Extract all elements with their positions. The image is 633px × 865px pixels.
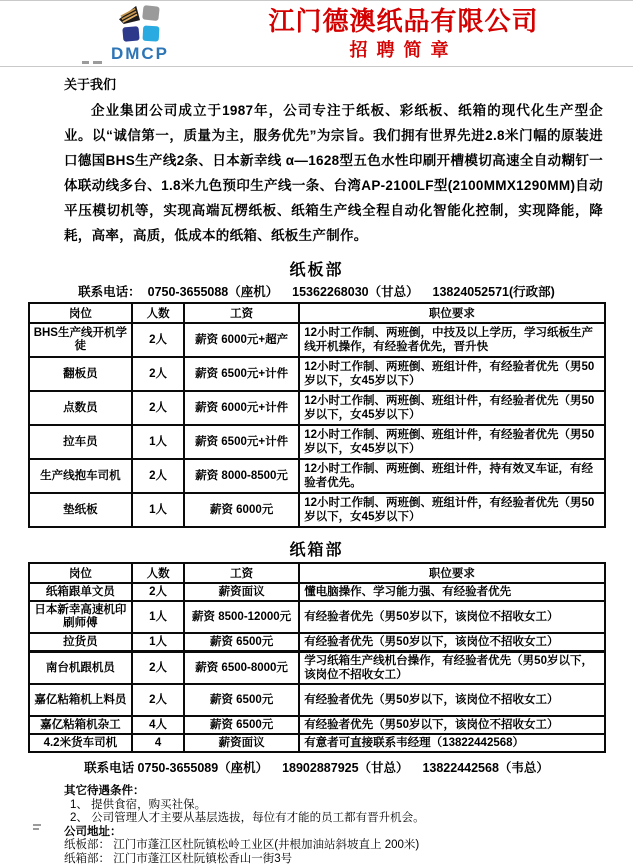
page-title: 江门德澳纸品有限公司: [188, 7, 619, 35]
table-row: [29, 391, 605, 425]
requirements-cell: 12小时工作制、两班倒、班组计件，有经验者优先（男50岁以下，女45岁以下）: [299, 391, 604, 425]
flyer-header: [0, 0, 633, 64]
headcount-cell: 1人: [132, 633, 184, 652]
position-cell: 点数员: [29, 391, 133, 425]
benefits-heading: 其它待遇条件：: [64, 785, 603, 798]
requirements-cell: 有经验者优先（男50岁以下，该岗位不招收女工）: [299, 633, 604, 652]
salary-cell: 薪资面议: [184, 734, 299, 752]
address-line-carton: 纸箱部： 江门市蓬江区杜阮镇松香山一街3号: [64, 853, 603, 865]
headcount-cell: 4人: [132, 716, 184, 734]
table-header-row: [29, 563, 605, 583]
column-header: 工资: [184, 303, 299, 323]
headcount-cell: 2人: [132, 684, 184, 716]
board-dept-table: [28, 302, 606, 528]
position-cell: 翻板员: [29, 357, 133, 391]
salary-cell: 薪资 6500-8000元: [184, 652, 299, 685]
table-row: [29, 323, 605, 357]
requirements-cell: 有意者可直接联系韦经理（13822442568）: [299, 734, 604, 752]
salary-cell: 薪资 6000元: [184, 493, 299, 527]
salary-cell: 薪资 6500元: [184, 633, 299, 652]
carton-dept-contact: 联系电话 0750-3655089（座机） 18902887925（甘总） 13822442568（韦总）: [0, 758, 633, 776]
salary-cell: 薪资 6000元+计件: [184, 391, 299, 425]
table-row: [29, 734, 605, 752]
benefit-item: 2、 公司管理人才主要从基层选拔，每位有才能的员工都有晋升机会。: [64, 812, 603, 825]
board-dept-section: [0, 257, 633, 528]
table-row: [29, 652, 605, 685]
table-header-row: [29, 303, 605, 323]
headcount-cell: 1人: [132, 425, 184, 459]
logo-wordmark: DMCP: [92, 45, 188, 62]
page-subtitle: 招聘简章: [188, 40, 619, 60]
about-heading: 关于我们: [64, 74, 603, 93]
salary-cell: 薪资 6000元+超产: [184, 323, 299, 357]
position-cell: BHS生产线开机学徒: [29, 323, 133, 357]
requirements-cell: 有经验者优先（男50岁以下，该岗位不招收女工）: [299, 716, 604, 734]
position-cell: 垫纸板: [29, 493, 133, 527]
column-header: 工资: [184, 563, 299, 583]
position-cell: 纸箱跟单文员: [29, 583, 133, 601]
position-cell: 拉车员: [29, 425, 133, 459]
table-row: [29, 357, 605, 391]
headcount-cell: 2人: [132, 583, 184, 601]
position-cell: 拉货员: [29, 633, 133, 652]
board-dept-contact: 联系电话： 0750-3655088（座机） 15362268030（甘总） 13824052571(行政部): [0, 282, 633, 300]
requirements-cell: 学习纸箱生产线机台操作，有经验者优先（男50岁以下，该岗位不招收女工）: [299, 652, 604, 685]
table-row: [29, 633, 605, 652]
scan-artifact: [33, 824, 41, 826]
salary-cell: 薪资面议: [184, 583, 299, 601]
header-divider: [0, 66, 633, 67]
carton-dept-table: [28, 562, 606, 753]
address-heading: 公司地址：: [64, 826, 603, 839]
column-header: 人数: [132, 563, 184, 583]
position-cell: 嘉亿粘箱机杂工: [29, 716, 133, 734]
table-row: [29, 493, 605, 527]
headcount-cell: 2人: [132, 459, 184, 493]
salary-cell: 薪资 6500元: [184, 684, 299, 716]
table-row: [29, 425, 605, 459]
about-paragraph: 企业集团公司成立于1987年，公司专注于纸板、彩纸板、纸箱的现代化生产型企业。以“诚信第一，质量为主，服务优先”为宗旨。我们拥有世界先进2.8米门幅的原装进口德国BHS生产线2条、日本新幸线 α—1628型五色水性印刷开槽模切高速全自动糊钉一体联动线多台、1.8米九色预印生产线一条、台湾AP-2100LF型(2100MMX1290MM)自动平压模切机等，实现高端瓦楞纸板、纸箱生产线全程自动化智能化控制，实现降能，降耗，高率，高质，低成本的纸箱、纸板生产制作。: [64, 98, 603, 248]
requirements-cell: 12小时工作制、两班倒，中技及以上学历，学习纸板生产线开机操作，有经验者优先，晋升快: [299, 323, 604, 357]
requirements-cell: 12小时工作制、两班倒、班组计件，持有效叉车证，有经验者优先。: [299, 459, 604, 493]
requirements-cell: 懂电脑操作、学习能力强、有经验者优先: [299, 583, 604, 601]
table-row: [29, 601, 605, 633]
position-cell: 日本新幸高速机印刷师傅: [29, 601, 133, 633]
header-titles: [188, 2, 619, 60]
column-header: 人数: [132, 303, 184, 323]
top-divider: [0, 0, 633, 1]
headcount-cell: 4: [132, 734, 184, 752]
salary-cell: 薪资 8500-12000元: [184, 601, 299, 633]
column-header: 岗位: [29, 563, 133, 583]
column-header: 职位要求: [299, 303, 604, 323]
column-header: 职位要求: [299, 563, 604, 583]
salary-cell: 薪资 6500元+计件: [184, 425, 299, 459]
logo-icon: [116, 3, 164, 45]
position-cell: 4.2米货车司机: [29, 734, 133, 752]
salary-cell: 薪资 8000-8500元: [184, 459, 299, 493]
table-row: [29, 716, 605, 734]
scan-artifact: [93, 61, 102, 64]
benefit-item: 1、 提供食宿，购买社保。: [64, 799, 603, 812]
table-row: [29, 459, 605, 493]
headcount-cell: 2人: [132, 652, 184, 685]
headcount-cell: 1人: [132, 493, 184, 527]
salary-cell: 薪资 6500元: [184, 716, 299, 734]
footer-section: [64, 785, 603, 865]
about-section: [64, 74, 603, 248]
company-logo: [92, 2, 188, 62]
position-cell: 生产线抱车司机: [29, 459, 133, 493]
headcount-cell: 2人: [132, 391, 184, 425]
scan-artifact: [33, 828, 39, 830]
table-row: [29, 684, 605, 716]
column-header: 岗位: [29, 303, 133, 323]
carton-dept-section: [0, 537, 633, 776]
scan-artifact: [82, 61, 89, 64]
salary-cell: 薪资 6500元+计件: [184, 357, 299, 391]
carton-dept-title: 纸箱部: [0, 537, 633, 560]
position-cell: 南台机跟机员: [29, 652, 133, 685]
requirements-cell: 12小时工作制、两班倒、班组计件，有经验者优先（男50岁以下，女45岁以下）: [299, 357, 604, 391]
headcount-cell: 2人: [132, 323, 184, 357]
requirements-cell: 12小时工作制、两班倒、班组计件，有经验者优先（男50岁以下，女45岁以下）: [299, 493, 604, 527]
board-dept-title: 纸板部: [0, 257, 633, 280]
requirements-cell: 12小时工作制、两班倒、班组计件，有经验者优先（男50岁以下，女45岁以下）: [299, 425, 604, 459]
requirements-cell: 有经验者优先（男50岁以下，该岗位不招收女工）: [299, 601, 604, 633]
requirements-cell: 有经验者优先（男50岁以下，该岗位不招收女工）: [299, 684, 604, 716]
table-row: [29, 583, 605, 601]
address-line-board: 纸板部： 江门市蓬江区杜阮镇松岭工业区(井根加油站斜坡直上 200米): [64, 839, 603, 852]
headcount-cell: 2人: [132, 357, 184, 391]
headcount-cell: 1人: [132, 601, 184, 633]
position-cell: 嘉亿粘箱机上料员: [29, 684, 133, 716]
